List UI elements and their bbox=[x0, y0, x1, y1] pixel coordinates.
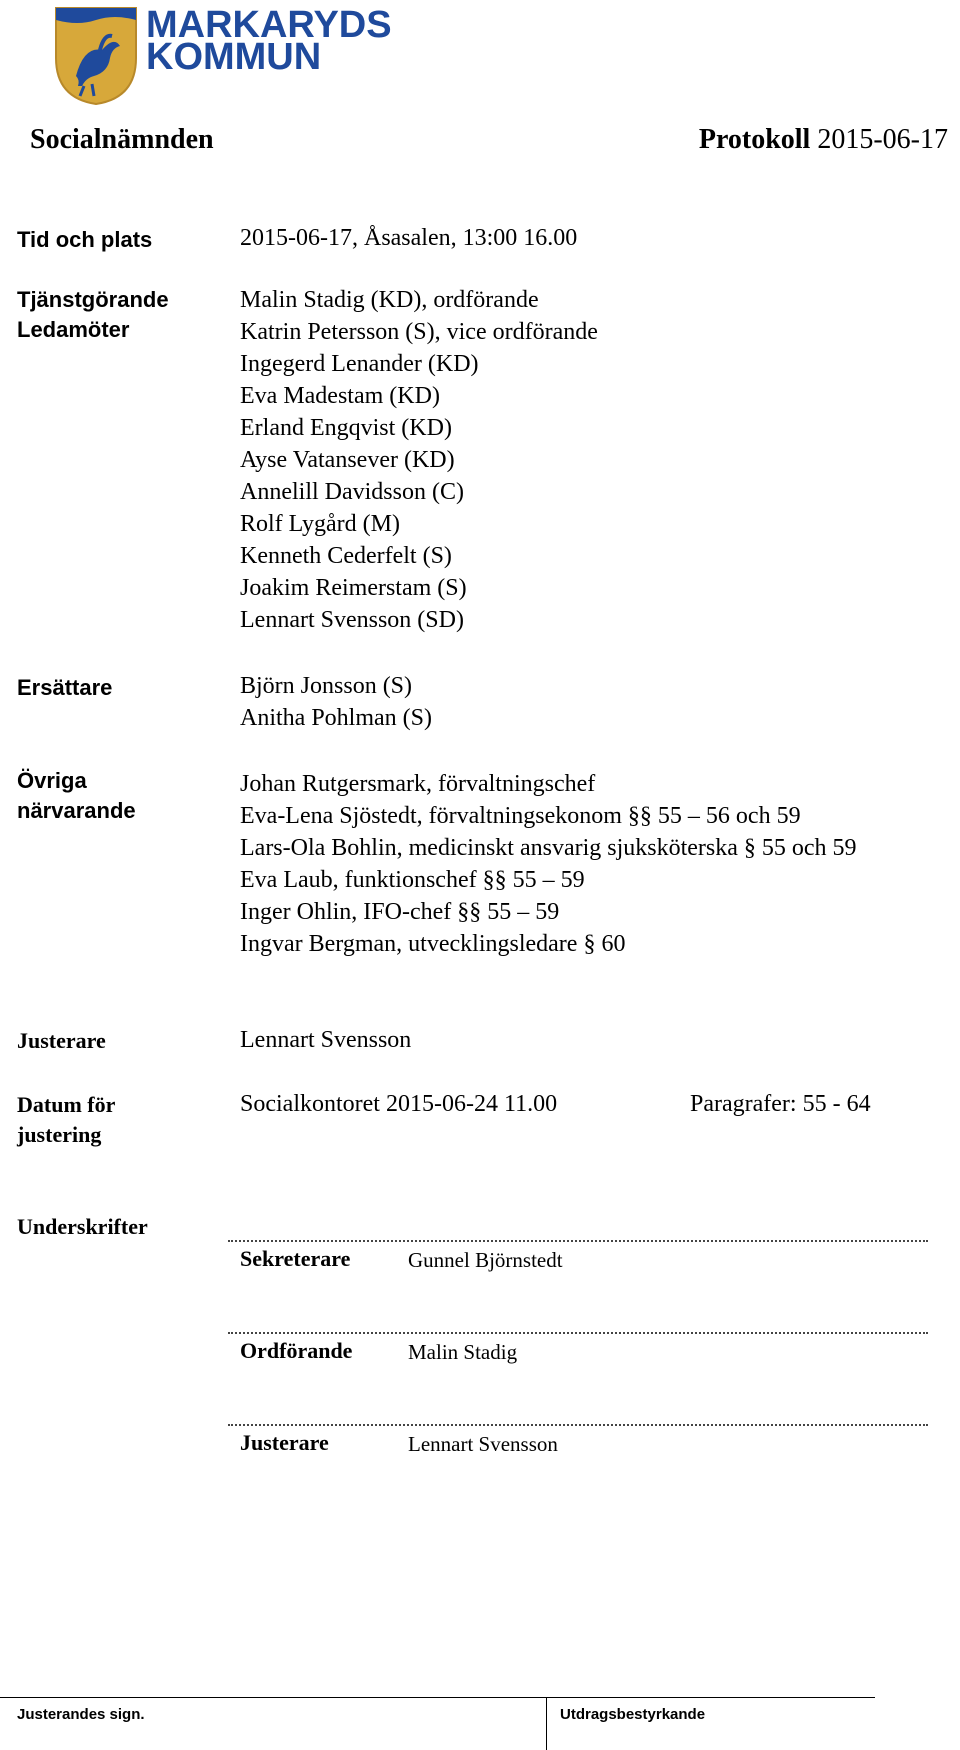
members-list bbox=[240, 284, 598, 636]
list-item: Björn Jonsson (S) bbox=[240, 673, 413, 699]
signature-line bbox=[228, 1240, 928, 1242]
list-item: Lars-Ola Bohlin, medicinskt ansvarig sjuksköterska § 55 och 59 bbox=[240, 835, 857, 861]
list-item: Kenneth Cederfelt (S) bbox=[240, 543, 452, 569]
municipality-logo bbox=[54, 6, 394, 110]
adjustment-date-label bbox=[17, 1090, 115, 1150]
signature-role-chair: Ordförande bbox=[240, 1338, 353, 1363]
others-label-line2: närvarande bbox=[17, 798, 136, 823]
signature-name-secretary: Gunnel Björnstedt bbox=[408, 1248, 563, 1272]
others-label-line1: Övriga bbox=[17, 768, 87, 793]
time-place-label: Tid och plats bbox=[17, 227, 153, 252]
adjuster-label: Justerare bbox=[17, 1028, 106, 1053]
adjustment-date-value: Socialkontoret 2015-06-24 11.00 bbox=[240, 1091, 558, 1117]
list-item: Ayse Vatansever (KD) bbox=[240, 447, 455, 473]
substitutes-list bbox=[240, 670, 432, 734]
others-present-list bbox=[240, 768, 857, 960]
paragraphs bbox=[690, 1088, 871, 1120]
list-item: Erland Engqvist (KD) bbox=[240, 415, 452, 441]
logo-text-line2: KOMMUN bbox=[146, 36, 322, 78]
paragraphs-value: 55 - 64 bbox=[802, 1091, 871, 1117]
signatures-label: Underskrifter bbox=[17, 1214, 148, 1239]
footer-adjuster-sign: Justerandes sign. bbox=[17, 1706, 145, 1723]
adjustment-date-label-line2: justering bbox=[17, 1122, 102, 1147]
footer-separator bbox=[546, 1697, 547, 1750]
members-label-line1: Tjänstgörande bbox=[17, 287, 169, 312]
list-item: Katrin Petersson (S), vice ordförande bbox=[240, 319, 598, 345]
logo-text-line1: MARKARYDS bbox=[146, 4, 392, 46]
protocol-label: Protokoll bbox=[698, 124, 811, 155]
list-item: Joakim Reimerstam (S) bbox=[240, 575, 467, 601]
footer-extract-certification: Utdragsbestyrkande bbox=[560, 1706, 706, 1723]
list-item: Lennart Svensson (SD) bbox=[240, 607, 464, 633]
list-item: Annelill Davidsson (C) bbox=[240, 479, 464, 505]
members-label bbox=[17, 285, 169, 345]
adjustment-date-label-line1: Datum för bbox=[17, 1092, 116, 1117]
list-item: Inger Ohlin, IFO-chef §§ 55 – 59 bbox=[240, 899, 560, 925]
adjuster-value: Lennart Svensson bbox=[240, 1027, 412, 1053]
signature-role-secretary: Sekreterare bbox=[240, 1246, 351, 1271]
substitutes-label: Ersättare bbox=[17, 675, 113, 700]
time-place-value: 2015-06-17, Åsasalen, 13:00 16.00 bbox=[240, 225, 578, 251]
list-item: Eva Laub, funktionschef §§ 55 – 59 bbox=[240, 867, 585, 893]
committee-title: Socialnämnden bbox=[30, 124, 214, 155]
paragraphs-label: Paragrafer: bbox=[690, 1091, 797, 1117]
signature-name-adjuster: Lennart Svensson bbox=[408, 1432, 558, 1456]
signature-line bbox=[228, 1424, 928, 1426]
list-item: Johan Rutgersmark, förvaltningschef bbox=[240, 771, 596, 797]
protocol-date: 2015-06-17 bbox=[817, 124, 948, 155]
signature-role-adjuster: Justerare bbox=[240, 1430, 329, 1455]
protocol-title bbox=[699, 124, 948, 156]
others-present-label bbox=[17, 766, 136, 826]
signature-name-chair: Malin Stadig bbox=[408, 1340, 518, 1364]
list-item: Eva Madestam (KD) bbox=[240, 383, 440, 409]
members-label-line2: Ledamöter bbox=[17, 317, 130, 342]
coat-of-arms-icon bbox=[54, 6, 138, 106]
list-item: Rolf Lygård (M) bbox=[240, 511, 400, 537]
list-item: Malin Stadig (KD), ordförande bbox=[240, 287, 539, 313]
list-item: Eva-Lena Sjöstedt, förvaltningsekonom §§ 55 – 56 och 59 bbox=[240, 803, 801, 829]
list-item: Anitha Pohlman (S) bbox=[240, 705, 432, 731]
list-item: Ingegerd Lenander (KD) bbox=[240, 351, 479, 377]
list-item: Ingvar Bergman, utvecklingsledare § 60 bbox=[240, 931, 626, 957]
footer-divider bbox=[0, 1697, 875, 1698]
signature-line bbox=[228, 1332, 928, 1334]
